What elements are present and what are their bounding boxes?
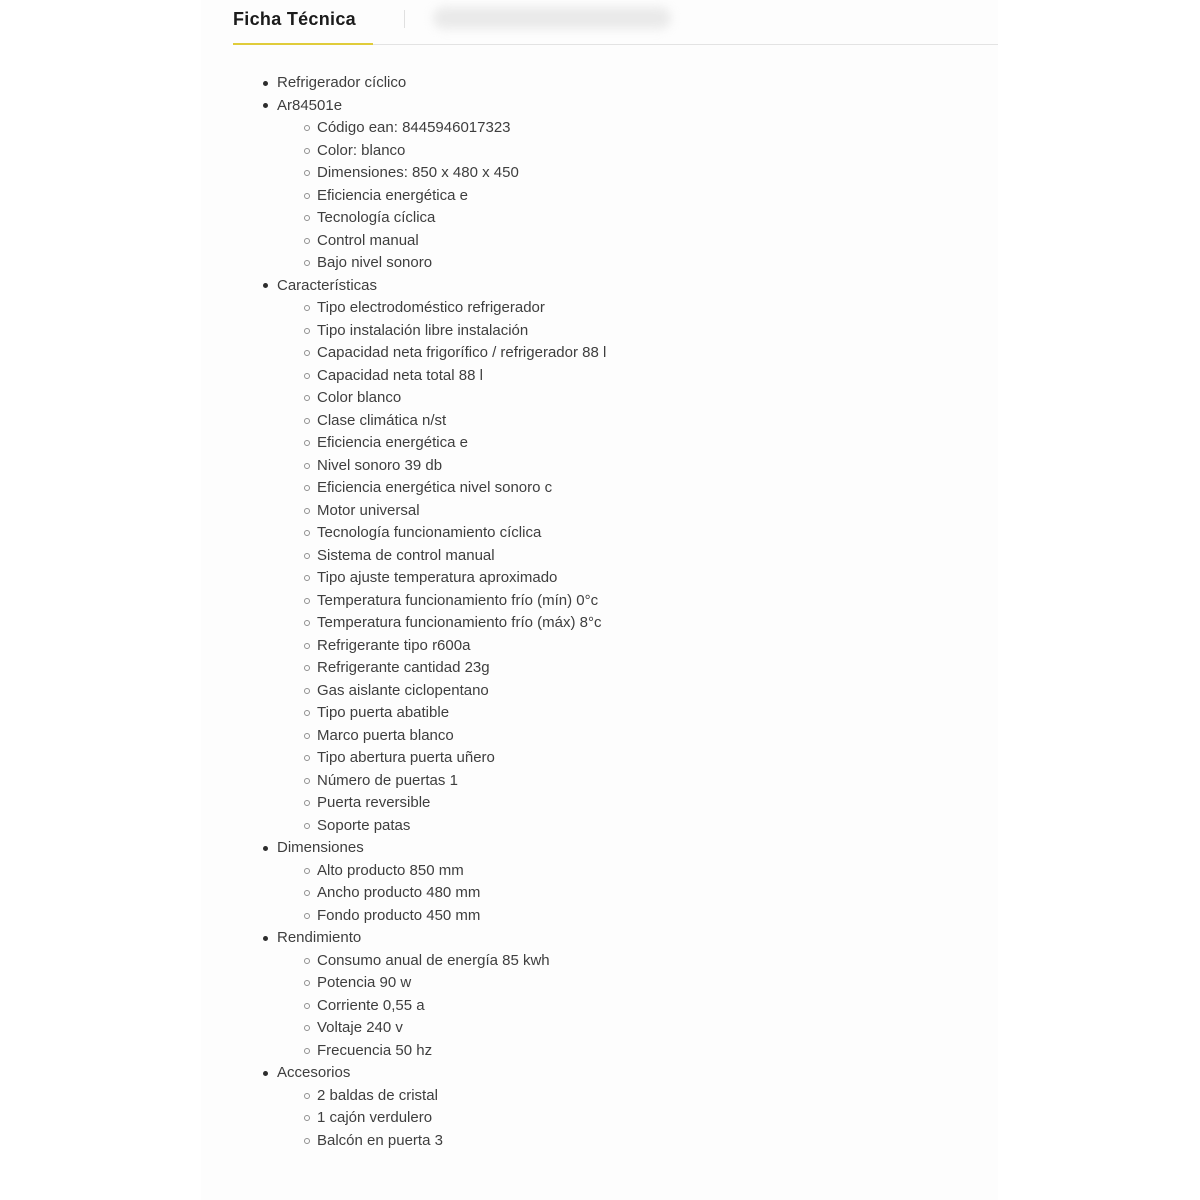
spec-detail-label: Temperatura funcionamiento frío (mín) 0°c [317, 591, 599, 609]
spec-detail-label: Soporte patas [317, 816, 411, 834]
spec-detail-label: Tipo ajuste temperatura aproximado [317, 569, 558, 586]
spec-detail-label: Nivel sonoro 39 db [317, 456, 443, 474]
spec-detail-label: Tipo puerta abatible [317, 704, 450, 721]
spec-section-label: Refrigerador cíclico [277, 74, 407, 91]
spec-detail-label: 2 baldas de cristal [317, 1086, 438, 1104]
spec-section-item [201, 275, 998, 298]
spec-detail-label: Eficiencia energética e [317, 186, 468, 204]
spec-detail-item [201, 477, 998, 500]
spec-detail-item [201, 207, 998, 230]
spec-detail-label: Consumo anual de energía 85 kwh [317, 951, 550, 969]
spec-section-label: Ar84501e [277, 96, 343, 114]
spec-detail-item [201, 522, 998, 545]
spec-detail-label: Tipo abertura puerta uñero [317, 749, 495, 766]
spec-detail-item [201, 1017, 998, 1040]
spec-detail-item [201, 387, 998, 410]
spec-detail-item [201, 702, 998, 725]
spec-detail-item [201, 860, 998, 883]
spec-detail-label: Eficiencia energética e [317, 434, 468, 451]
spec-detail-label: Eficiencia energética nivel sonoro c [317, 479, 553, 496]
spec-detail-label: Refrigerante tipo r600a [317, 636, 471, 654]
spec-detail-label: Gas aislante ciclopentano [317, 681, 489, 699]
spec-detail-label: Frecuencia 50 hz [317, 1041, 433, 1059]
spec-list [201, 45, 998, 1152]
spec-detail-list [201, 117, 998, 275]
spec-detail-item [201, 432, 998, 455]
spec-detail-item [201, 252, 998, 275]
spec-detail-label: Alto producto 850 mm [317, 861, 464, 879]
spec-detail-item [201, 320, 998, 343]
spec-detail-item [201, 792, 998, 815]
spec-detail-item [201, 567, 998, 590]
spec-detail-label: Balcón en puerta 3 [317, 1131, 443, 1149]
spec-detail-label: Tecnología cíclica [317, 209, 436, 226]
tab-bar [201, 0, 998, 45]
spec-detail-item [201, 590, 998, 613]
spec-detail-label: Color: blanco [317, 141, 406, 159]
spec-detail-item [201, 162, 998, 185]
spec-detail-label: Bajo nivel sonoro [317, 254, 433, 271]
spec-detail-label: Marco puerta blanco [317, 726, 454, 744]
spec-section-item [201, 72, 998, 95]
spec-detail-item [201, 140, 998, 163]
spec-detail-label: Dimensiones: 850 x 480 x 450 [317, 164, 519, 181]
spec-detail-label: Motor universal [317, 501, 420, 519]
spec-detail-label: Clase climática n/st [317, 411, 447, 429]
spec-section-label: Accesorios [277, 1064, 351, 1081]
spec-section-label: Rendimiento [277, 929, 362, 946]
spec-detail-item [201, 455, 998, 478]
spec-section-item [201, 1062, 998, 1085]
spec-detail-item [201, 972, 998, 995]
active-tab-underline [233, 43, 373, 45]
spec-section-item [201, 837, 998, 860]
spec-detail-item [201, 635, 998, 658]
spec-detail-label: Temperatura funcionamiento frío (máx) 8°c [317, 614, 602, 631]
spec-detail-item [201, 1130, 998, 1153]
spec-detail-label: Ancho producto 480 mm [317, 884, 481, 901]
spec-detail-label: Tipo instalación libre instalación [317, 321, 529, 339]
spec-detail-item [201, 185, 998, 208]
spec-detail-item [201, 230, 998, 253]
spec-detail-label: Control manual [317, 231, 419, 249]
spec-detail-item [201, 612, 998, 635]
spec-detail-item [201, 995, 998, 1018]
spec-detail-label: Número de puertas 1 [317, 771, 458, 789]
spec-detail-item [201, 905, 998, 928]
spec-detail-item [201, 342, 998, 365]
spec-detail-item [201, 297, 998, 320]
spec-detail-label: Sistema de control manual [317, 546, 495, 564]
spec-detail-item [201, 815, 998, 838]
spec-detail-list [201, 1085, 998, 1153]
spec-detail-label: Potencia 90 w [317, 974, 412, 991]
spec-detail-item [201, 117, 998, 140]
spec-detail-item [201, 545, 998, 568]
spec-detail-label: Capacidad neta total 88 l [317, 366, 483, 384]
spec-detail-item [201, 950, 998, 973]
spec-detail-label: Fondo producto 450 mm [317, 906, 481, 924]
spec-detail-list [201, 297, 998, 837]
spec-detail-label: Voltaje 240 v [317, 1019, 403, 1036]
spec-detail-item [201, 882, 998, 905]
spec-detail-label: Refrigerante cantidad 23g [317, 659, 490, 676]
spec-detail-item [201, 500, 998, 523]
spec-detail-label: Corriente 0,55 a [317, 996, 425, 1014]
spec-detail-item [201, 365, 998, 388]
spec-detail-item [201, 747, 998, 770]
spec-detail-item [201, 725, 998, 748]
spec-detail-item [201, 410, 998, 433]
spec-detail-label: Color blanco [317, 389, 402, 406]
spec-detail-label: Tipo electrodoméstico refrigerador [317, 299, 545, 316]
tab-ficha-tecnica-label: Ficha Técnica [233, 9, 356, 29]
spec-detail-label: Capacidad neta frigorífico / refrigerador 88 l [317, 344, 607, 361]
tab-redacted-blurred[interactable] [433, 7, 671, 29]
spec-detail-label: Tecnología funcionamiento cíclica [317, 524, 542, 541]
spec-detail-label: Código ean: 8445946017323 [317, 119, 511, 136]
spec-detail-label: 1 cajón verdulero [317, 1109, 433, 1126]
tab-ficha-tecnica[interactable] [233, 9, 356, 30]
spec-section-label: Características [277, 276, 378, 294]
spec-detail-item [201, 1040, 998, 1063]
spec-detail-item [201, 770, 998, 793]
spec-detail-item [201, 657, 998, 680]
spec-section-item [201, 95, 998, 118]
spec-detail-list [201, 950, 998, 1063]
spec-detail-item [201, 680, 998, 703]
spec-detail-list [201, 860, 998, 928]
spec-detail-item [201, 1085, 998, 1108]
ficha-tecnica-panel [201, 0, 998, 1200]
spec-section-item [201, 927, 998, 950]
tab-divider [404, 10, 405, 28]
spec-detail-item [201, 1107, 998, 1130]
spec-section-label: Dimensiones [277, 839, 364, 856]
spec-detail-label: Puerta reversible [317, 794, 431, 811]
